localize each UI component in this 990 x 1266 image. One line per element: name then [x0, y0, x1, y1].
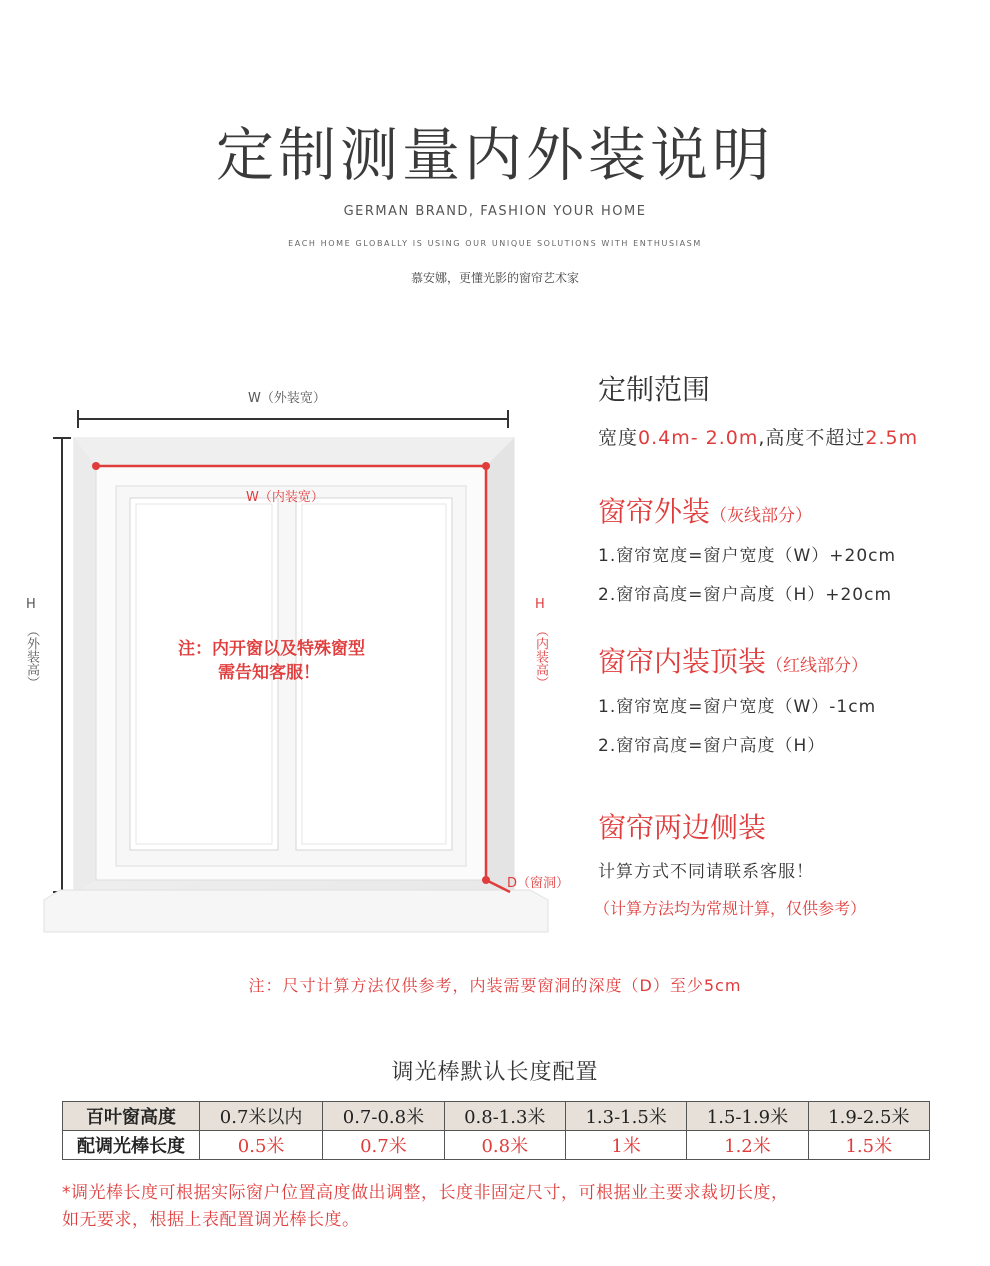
h-outer-label: （外装高） — [24, 624, 39, 689]
table-cell: 1米 — [565, 1131, 686, 1160]
range-title: 定制范围 — [598, 373, 711, 406]
window-sill — [44, 890, 548, 932]
range-width-value: 0.4m- 2.0m — [638, 427, 759, 449]
range-text — [598, 423, 918, 450]
outer-title: 窗帘外装 — [598, 495, 711, 528]
table-cell: 1.5米 — [808, 1131, 929, 1160]
range-width-label: 宽度 — [598, 427, 639, 449]
table-cell: 0.8米 — [444, 1131, 565, 1160]
outer-line-2: 2.窗帘高度=窗户高度（H）+20cm — [598, 585, 893, 605]
window-note-line2: 需告知客服！ — [218, 663, 320, 683]
footnote — [62, 1180, 942, 1234]
h-outer-letter: H — [26, 597, 36, 612]
inner-line-1: 1.窗帘宽度=窗户宽度（W）-1cm — [598, 697, 877, 717]
table-cell: 1.2米 — [687, 1131, 808, 1160]
side-line-1: 计算方式不同请联系客服！ — [598, 862, 814, 882]
brand-line: GERMAN BRAND, FASHION YOUR HOME — [343, 204, 647, 219]
table-title: 调光棒默认长度配置 — [391, 1060, 599, 1085]
outer-sub: （灰线部分） — [710, 506, 813, 526]
slogan: 慕安娜，更懂光影的窗帘艺术家 — [410, 271, 579, 285]
table-cell: 配调光棒长度 — [63, 1131, 200, 1160]
inner-heading — [598, 640, 868, 680]
dimmer-rod-table — [62, 1101, 930, 1160]
table-row-rod-length — [63, 1131, 930, 1160]
h-inner-label: （内装高） — [533, 624, 548, 689]
side-title: 窗帘两边侧装 — [598, 811, 767, 844]
side-line-2: （计算方法均为常规计算，仅供参考） — [594, 899, 867, 918]
table-cell: 0.7-0.8米 — [323, 1102, 444, 1131]
table-cell: 1.3-1.5米 — [565, 1102, 686, 1131]
outer-line-1: 1.窗帘宽度=窗户宽度（W）+20cm — [598, 546, 897, 566]
h-inner-letter: H — [535, 597, 545, 612]
range-height-value: 2.5m — [865, 427, 919, 449]
table-cell: 0.5米 — [200, 1131, 323, 1160]
table-cell: 1.5-1.9米 — [687, 1102, 808, 1131]
depth-note: 注：尺寸计算方法仅供参考，内装需要窗洞的深度（D）至少5cm — [248, 976, 742, 995]
table-cell: 百叶窗高度 — [63, 1102, 200, 1131]
footnote-line-1: *调光棒长度可根据实际窗户位置高度做出调整，长度非固定尺寸，可根据业主要求裁切长度， — [62, 1183, 789, 1203]
page-title: 定制测量内外装说明 — [215, 121, 774, 189]
table-cell: 0.7米 — [323, 1131, 444, 1160]
table-cell: 0.7米以内 — [200, 1102, 323, 1131]
footnote-line-2: 如无要求，根据上表配置调光棒长度。 — [62, 1210, 360, 1230]
tagline: EACH HOME GLOBALLY IS USING OUR UNIQUE SOLUTIONS WITH ENTHUSIASM — [288, 239, 702, 248]
w-inner-label: W（内装宽） — [246, 490, 324, 505]
range-height-label: ,高度不超过 — [758, 427, 866, 449]
inner-line-2: 2.窗帘高度=窗户高度（H） — [598, 736, 826, 756]
outer-heading — [598, 490, 812, 530]
inner-title: 窗帘内装顶装 — [598, 645, 767, 678]
w-outer-label: W（外装宽） — [248, 391, 326, 406]
inner-sub: （红线部分） — [766, 656, 869, 676]
table-cell: 1.9-2.5米 — [808, 1102, 929, 1131]
depth-label: D（窗洞） — [507, 876, 570, 891]
table-row-blind-height — [63, 1102, 930, 1131]
window-note — [178, 637, 365, 685]
window-note-line1: 注：内开窗以及特殊窗型 — [178, 639, 365, 659]
table-cell: 0.8-1.3米 — [444, 1102, 565, 1131]
